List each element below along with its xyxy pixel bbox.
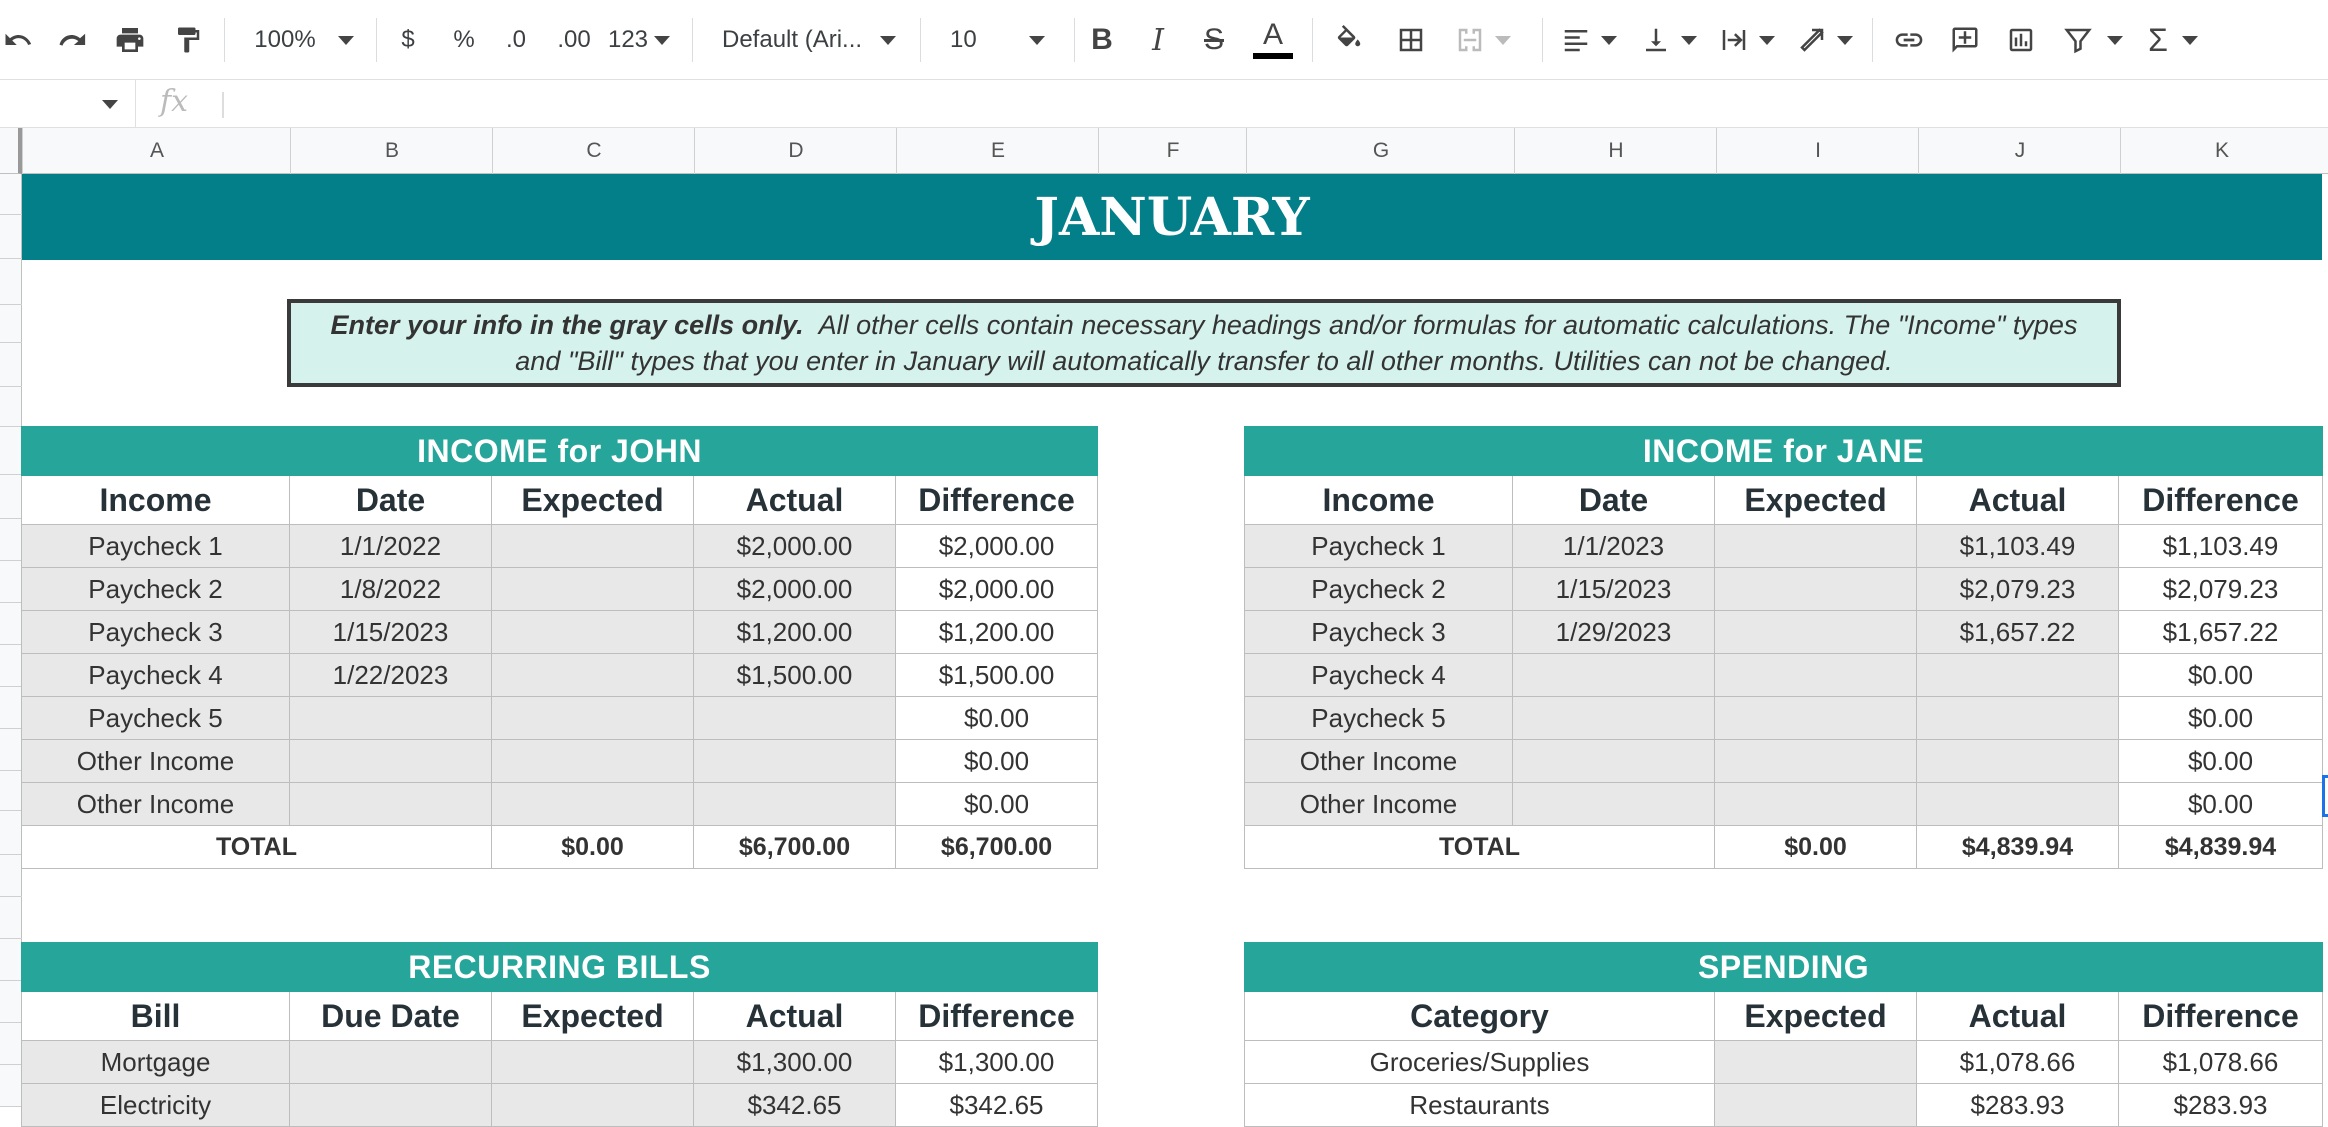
percent-label: % [453, 26, 475, 53]
table-cell[interactable] [290, 783, 492, 826]
column-header-k[interactable]: K [2120, 128, 2323, 174]
table-row [22, 1084, 1098, 1127]
redo-icon[interactable] [52, 20, 92, 60]
chevron-down-icon [654, 36, 670, 45]
table-cell[interactable]: 1/29/2023 [1513, 611, 1715, 654]
vertical-align-icon[interactable] [1636, 20, 1702, 60]
table-cell[interactable]: Other Income [22, 783, 290, 826]
total-label: TOTAL [22, 826, 492, 869]
table-cell[interactable]: $342.65 [896, 1084, 1098, 1127]
zoom-value: 100% [254, 26, 316, 53]
column-header-b[interactable]: B [290, 128, 493, 174]
total-value: $4,839.94 [1917, 826, 2119, 869]
row-divider [0, 426, 22, 427]
undo-icon[interactable] [0, 20, 36, 60]
note-text [311, 307, 2097, 379]
table-cell[interactable]: $2,079.23 [1917, 568, 2119, 611]
formula-input[interactable] [234, 80, 2324, 128]
header-row [22, 476, 1098, 525]
divider [1872, 18, 1873, 62]
row-divider [0, 474, 22, 475]
table-cell[interactable] [1513, 697, 1715, 740]
section-title: INCOME for JOHN [22, 427, 1098, 476]
section-title: RECURRING BILLS [22, 943, 1098, 992]
column-header-c[interactable]: C [492, 128, 695, 174]
table-row [1245, 525, 2323, 568]
header-row [22, 992, 1098, 1041]
chevron-down-icon [1029, 36, 1045, 45]
column-heading: Due Date [290, 992, 492, 1041]
table-cell[interactable]: Paycheck 5 [22, 697, 290, 740]
row-divider [0, 386, 22, 387]
table-cell[interactable]: $342.65 [694, 1084, 896, 1127]
merge-cells-icon[interactable] [1448, 20, 1518, 60]
chevron-down-icon [102, 100, 118, 109]
title-row [22, 427, 1098, 476]
table-cell[interactable] [1715, 611, 1917, 654]
filter-icon[interactable] [2060, 20, 2126, 60]
table-cell[interactable]: Paycheck 1 [1245, 525, 1513, 568]
row-divider [0, 214, 22, 215]
table-cell[interactable] [1715, 1084, 1917, 1127]
section-title: SPENDING [1245, 943, 2323, 992]
table-cell[interactable]: Paycheck 3 [1245, 611, 1513, 654]
table-cell[interactable]: Paycheck 5 [1245, 697, 1513, 740]
table-cell[interactable] [694, 697, 896, 740]
column-heading: Date [290, 476, 492, 525]
table-cell[interactable] [1917, 740, 2119, 783]
table-cell[interactable] [492, 783, 694, 826]
text-color-button[interactable] [1250, 20, 1296, 60]
table-cell[interactable]: Paycheck 2 [1245, 568, 1513, 611]
table-cell[interactable]: Paycheck 4 [1245, 654, 1513, 697]
column-heading: Actual [694, 476, 896, 525]
row-divider [0, 258, 22, 259]
table-cell[interactable]: $0.00 [896, 697, 1098, 740]
chevron-down-icon [880, 36, 896, 45]
row-divider [0, 728, 22, 729]
title-row [1245, 427, 2323, 476]
table-row [1245, 697, 2323, 740]
table-row [1245, 783, 2323, 826]
table-cell[interactable]: 1/8/2022 [290, 568, 492, 611]
table-row [1245, 568, 2323, 611]
header-row [1245, 476, 2323, 525]
table-cell[interactable] [290, 740, 492, 783]
column-header-h[interactable]: H [1514, 128, 1717, 174]
table-cell[interactable]: $2,000.00 [896, 568, 1098, 611]
table-row [22, 568, 1098, 611]
paint-format-icon[interactable] [168, 20, 208, 60]
table-cell[interactable]: $0.00 [2119, 697, 2323, 740]
table-cell[interactable] [492, 611, 694, 654]
chevron-down-icon [1837, 36, 1853, 45]
title-row [1245, 943, 2323, 992]
column-heading: Income [22, 476, 290, 525]
italic-button[interactable]: I [1152, 22, 1164, 58]
table-row [1245, 1041, 2323, 1084]
table-cell[interactable] [492, 1041, 694, 1084]
row-divider [0, 518, 22, 519]
table-row [1245, 740, 2323, 783]
table-cell[interactable]: Restaurants [1245, 1084, 1715, 1127]
table-cell[interactable]: 1/22/2023 [290, 654, 492, 697]
column-heading: Expected [492, 476, 694, 525]
column-heading: Income [1245, 476, 1513, 525]
column-heading: Bill [22, 992, 290, 1041]
total-row [22, 826, 1098, 869]
table-row [22, 1041, 1098, 1084]
table-cell[interactable]: Paycheck 1 [22, 525, 290, 568]
table-row [22, 697, 1098, 740]
formula-bar [0, 80, 2328, 128]
table-cell[interactable]: 1/1/2023 [1513, 525, 1715, 568]
table-cell[interactable]: $1,078.66 [1917, 1041, 2119, 1084]
decrease-decimal-button[interactable] [496, 20, 536, 60]
currency-format-button[interactable] [390, 20, 426, 60]
note-body-text: All other cells contain necessary headings and/or formulas for automatic calculations. The "Income" types and "Bill" types that you enter in January will automatically transfer to all other months. Utilities can not be changed. [515, 310, 2078, 376]
selected-cell-indicator [2322, 775, 2328, 817]
table-cell[interactable]: $2,000.00 [694, 525, 896, 568]
chevron-down-icon [1759, 36, 1775, 45]
insert-link-icon[interactable] [1888, 20, 1930, 60]
month-banner: JANUARY [22, 174, 2322, 260]
table-cell[interactable]: $0.00 [2119, 654, 2323, 697]
borders-icon[interactable] [1390, 20, 1432, 60]
total-label: TOTAL [1245, 826, 1715, 869]
income-jane-table [1244, 426, 2323, 869]
text-rotation-icon[interactable] [1792, 20, 1858, 60]
row-divider [0, 770, 22, 771]
table-cell[interactable]: $1,300.00 [694, 1041, 896, 1084]
table-cell[interactable] [492, 568, 694, 611]
table-cell[interactable]: $0.00 [2119, 740, 2323, 783]
divider [692, 18, 693, 62]
table-cell[interactable]: $283.93 [2119, 1084, 2323, 1127]
text-color-icon: A [1262, 18, 1283, 51]
table-cell[interactable]: $1,657.22 [1917, 611, 2119, 654]
fx-icon: fx [160, 84, 189, 119]
increase-decimal-label: .00 [557, 26, 591, 53]
table-cell[interactable] [1715, 697, 1917, 740]
chevron-down-icon [2182, 36, 2198, 45]
table-cell[interactable]: $0.00 [2119, 783, 2323, 826]
text-wrap-icon[interactable] [1714, 20, 1780, 60]
column-heading: Date [1513, 476, 1715, 525]
instructions-note [287, 299, 2121, 387]
row-headers [0, 174, 22, 1106]
divider [222, 92, 224, 118]
column-heading: Expected [1715, 476, 1917, 525]
column-heading: Expected [1715, 992, 1917, 1041]
table-cell[interactable]: $1,500.00 [896, 654, 1098, 697]
column-header-j[interactable]: J [1918, 128, 2121, 174]
row-divider [0, 304, 22, 305]
row-divider [0, 896, 22, 897]
column-header-a[interactable]: A [22, 128, 291, 174]
table-cell[interactable]: $1,300.00 [896, 1041, 1098, 1084]
decrease-decimal-label: .0 [505, 26, 526, 53]
table-cell[interactable]: Other Income [1245, 783, 1513, 826]
column-heading: Difference [2119, 476, 2323, 525]
table-cell[interactable]: $2,079.23 [2119, 568, 2323, 611]
row-divider [0, 980, 22, 981]
table-cell[interactable] [492, 740, 694, 783]
table-cell[interactable]: $1,078.66 [2119, 1041, 2323, 1084]
table-row [22, 525, 1098, 568]
select-all-corner[interactable] [0, 128, 22, 174]
font-size-select[interactable] [940, 20, 1060, 60]
column-heading: Difference [896, 476, 1098, 525]
column-heading: Actual [1917, 476, 2119, 525]
table-cell[interactable] [1917, 654, 2119, 697]
font-family-select[interactable] [712, 20, 912, 60]
more-formats-button[interactable] [606, 20, 672, 60]
table-cell[interactable]: $0.00 [896, 740, 1098, 783]
table-cell[interactable] [1917, 783, 2119, 826]
table-cell[interactable] [694, 740, 896, 783]
column-header-i[interactable]: I [1716, 128, 1919, 174]
table-cell[interactable] [1513, 654, 1715, 697]
column-headers [0, 128, 2328, 174]
increase-decimal-button[interactable] [552, 20, 596, 60]
column-header-g[interactable]: G [1246, 128, 1515, 174]
table-cell[interactable] [492, 697, 694, 740]
row-divider [0, 1064, 22, 1065]
table-cell[interactable] [1513, 740, 1715, 783]
table-cell[interactable] [1715, 654, 1917, 697]
more-formats-label: 123 [607, 26, 649, 53]
table-cell[interactable] [1917, 697, 2119, 740]
fill-color-icon[interactable] [1328, 20, 1370, 60]
chevron-down-icon [338, 36, 354, 45]
table-cell[interactable]: $1,200.00 [694, 611, 896, 654]
strikethrough-button[interactable]: S [1203, 23, 1224, 56]
title-row [22, 943, 1098, 992]
table-cell[interactable]: Electricity [22, 1084, 290, 1127]
total-row [1245, 826, 2323, 869]
table-cell[interactable] [290, 1041, 492, 1084]
total-value: $6,700.00 [896, 826, 1098, 869]
table-cell[interactable] [290, 1084, 492, 1127]
table-cell[interactable] [1715, 568, 1917, 611]
chevron-down-icon [1495, 36, 1511, 45]
column-header-f[interactable]: F [1098, 128, 1247, 174]
chevron-down-icon [1601, 36, 1617, 45]
zoom-select[interactable] [244, 20, 364, 60]
table-row [1245, 654, 2323, 697]
chevron-down-icon [2107, 36, 2123, 45]
table-cell[interactable]: $1,657.22 [2119, 611, 2323, 654]
column-heading: Actual [1917, 992, 2119, 1041]
table-cell[interactable]: $1,500.00 [694, 654, 896, 697]
row-divider [0, 602, 22, 603]
bold-button[interactable]: B [1091, 23, 1113, 56]
table-cell[interactable] [492, 654, 694, 697]
table-cell[interactable]: $1,200.00 [896, 611, 1098, 654]
table-cell[interactable]: Groceries/Supplies [1245, 1041, 1715, 1084]
table-row [22, 611, 1098, 654]
table-cell[interactable] [694, 783, 896, 826]
table-cell[interactable]: $2,000.00 [694, 568, 896, 611]
divider [376, 18, 377, 62]
column-heading: Expected [492, 992, 694, 1041]
table-cell[interactable]: $1,103.49 [1917, 525, 2119, 568]
total-value: $4,839.94 [2119, 826, 2323, 869]
name-box[interactable] [0, 80, 136, 128]
column-heading: Difference [2119, 992, 2323, 1041]
table-cell[interactable]: $283.93 [1917, 1084, 2119, 1127]
divider [1312, 18, 1313, 62]
row-divider [0, 560, 22, 561]
column-heading: Category [1245, 992, 1715, 1041]
chevron-down-icon [1681, 36, 1697, 45]
divider [1542, 18, 1543, 62]
row-divider [0, 1106, 22, 1107]
functions-icon[interactable]: Σ [2140, 20, 2206, 60]
divider [224, 18, 225, 62]
row-divider [0, 644, 22, 645]
currency-label: $ [401, 26, 415, 53]
toolbar [0, 0, 2328, 80]
table-row [22, 654, 1098, 697]
text-color-swatch [1253, 53, 1293, 59]
table-cell[interactable] [492, 1084, 694, 1127]
divider [920, 18, 921, 62]
table-cell[interactable]: Other Income [22, 740, 290, 783]
table-cell[interactable] [1715, 525, 1917, 568]
table-cell[interactable]: $0.00 [896, 783, 1098, 826]
total-value: $0.00 [492, 826, 694, 869]
table-row [22, 783, 1098, 826]
table-cell[interactable] [1715, 783, 1917, 826]
insert-chart-icon[interactable] [2000, 20, 2042, 60]
row-divider [0, 1022, 22, 1023]
table-row [1245, 1084, 2323, 1127]
table-row [1245, 611, 2323, 654]
recurring-bills-table [21, 942, 1098, 1127]
table-cell[interactable] [492, 525, 694, 568]
table-cell[interactable] [290, 697, 492, 740]
header-row [1245, 992, 2323, 1041]
print-icon[interactable] [110, 20, 150, 60]
column-header-e[interactable]: E [896, 128, 1099, 174]
row-divider [0, 686, 22, 687]
spending-table [1244, 942, 2323, 1127]
table-cell[interactable]: 1/15/2023 [290, 611, 492, 654]
table-cell[interactable]: Paycheck 3 [22, 611, 290, 654]
table-cell[interactable] [1715, 1041, 1917, 1084]
insert-comment-icon[interactable] [1944, 20, 1986, 60]
income-john-table [21, 426, 1098, 869]
row-divider [0, 810, 22, 811]
table-cell[interactable]: Other Income [1245, 740, 1513, 783]
font-size-value: 10 [950, 26, 977, 53]
table-row [22, 740, 1098, 783]
table-cell[interactable] [1513, 783, 1715, 826]
divider [1074, 18, 1075, 62]
table-cell[interactable]: $2,000.00 [896, 525, 1098, 568]
table-cell[interactable]: $1,103.49 [2119, 525, 2323, 568]
row-divider [0, 854, 22, 855]
column-heading: Actual [694, 992, 896, 1041]
row-divider [0, 938, 22, 939]
font-family-value: Default (Ari... [722, 26, 863, 53]
table-cell[interactable]: Paycheck 2 [22, 568, 290, 611]
total-value: $6,700.00 [694, 826, 896, 869]
horizontal-align-icon[interactable] [1556, 20, 1622, 60]
table-cell[interactable]: Paycheck 4 [22, 654, 290, 697]
table-cell[interactable]: Mortgage [22, 1041, 290, 1084]
total-value: $0.00 [1715, 826, 1917, 869]
percent-format-button[interactable] [446, 20, 482, 60]
column-heading: Difference [896, 992, 1098, 1041]
table-cell[interactable]: 1/15/2023 [1513, 568, 1715, 611]
table-cell[interactable]: 1/1/2022 [290, 525, 492, 568]
section-title: INCOME for JANE [1245, 427, 2323, 476]
note-bold-text: Enter your info in the gray cells only. [330, 310, 804, 340]
table-cell[interactable] [1715, 740, 1917, 783]
row-divider [0, 342, 22, 343]
column-header-d[interactable]: D [694, 128, 897, 174]
